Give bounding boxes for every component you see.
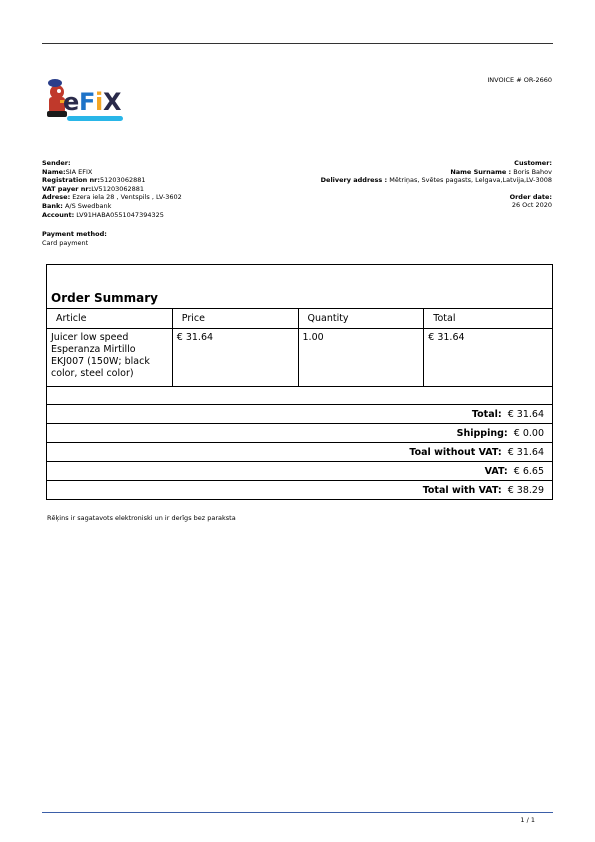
totals-row-with-vat [47,481,553,500]
sender-bank-label: Bank: [42,201,63,210]
customer-heading: Customer: [514,159,552,167]
vat-label: VAT: [484,465,508,477]
bottom-rule [42,812,553,813]
order-summary-table [46,264,553,500]
order-date-label: Order date: [509,192,552,201]
invoice-footnote: Rēķins ir sagatavots elektroniski un ir derīgs bez paraksta [47,514,236,522]
order-date: 26 Oct 2020 [511,201,552,210]
svg-text:e: e [63,88,80,116]
sender-name: SIA EFIX [65,167,93,176]
delivery-address-label: Delivery address : [320,176,388,185]
sender-account: LV91HABA0551047394325 [76,210,164,219]
without-vat-label: Toal without VAT: [409,446,502,458]
totals-row-shipping [47,424,553,443]
table-header-row [47,309,553,329]
customer-name: Boris Bahov [513,167,552,176]
sender-name-label: Name: [42,167,66,176]
invoice-number: INVOICE # OR-2660 [487,76,552,84]
without-vat-value: € 31.64 [507,446,544,458]
shipping-label: Shipping: [456,427,508,439]
sender-reg: 51203062881 [100,176,146,185]
customer-name-label: Name Surname : [450,167,512,176]
sender-vat-label: VAT payer nr: [42,184,92,193]
total-label: Total: [471,408,502,420]
item-price: € 31.64 [172,329,298,387]
sender-heading: Sender: [42,159,71,167]
sender-block [42,159,182,219]
table-row [47,329,553,387]
column-header-price: Price [172,309,298,329]
order-summary-title: Order Summary [47,265,553,309]
shipping-value: € 0.00 [513,427,544,439]
totals-row-without-vat [47,443,553,462]
total-value: € 31.64 [507,408,544,420]
column-header-article: Article [47,309,173,329]
item-quantity: 1.00 [298,329,424,387]
with-vat-label: Total with VAT: [422,484,502,496]
spacer-row [47,387,553,405]
top-rule [42,43,553,44]
item-total: € 31.64 [424,329,553,387]
customer-block [321,159,552,210]
svg-text:F: F [79,88,96,116]
svg-text:X: X [103,88,122,116]
sender-vat: LV51203062881 [91,184,145,193]
payment-method: Card payment [42,238,89,247]
column-header-total: Total [424,309,553,329]
vat-value: € 6.65 [513,465,544,477]
sender-address-label: Adrese: [42,193,71,202]
payment-heading: Payment method: [42,230,107,238]
delivery-address: Mētriņas, Svētes pagasts, Lelgava,Latvija,LV-3008 [389,176,552,185]
item-article: Juicer low speed Esperanza Mirtillo EKJ007 (150W; black color, steel color) [47,329,173,387]
sender-bank: A/S Swedbank [64,201,112,210]
sender-address: Ezera iela 28 , Ventspils , LV-3602 [72,193,182,202]
sender-account-label: Account: [42,210,75,219]
totals-row-vat [47,462,553,481]
svg-text:i: i [95,88,104,116]
with-vat-value: € 38.29 [507,484,544,496]
column-header-quantity: Quantity [298,309,424,329]
payment-block [42,230,107,247]
totals-row-total [47,405,553,424]
efix-logo [43,70,127,124]
sender-reg-label: Registration nr: [42,176,100,185]
page-number: 1 / 1 [520,816,535,824]
